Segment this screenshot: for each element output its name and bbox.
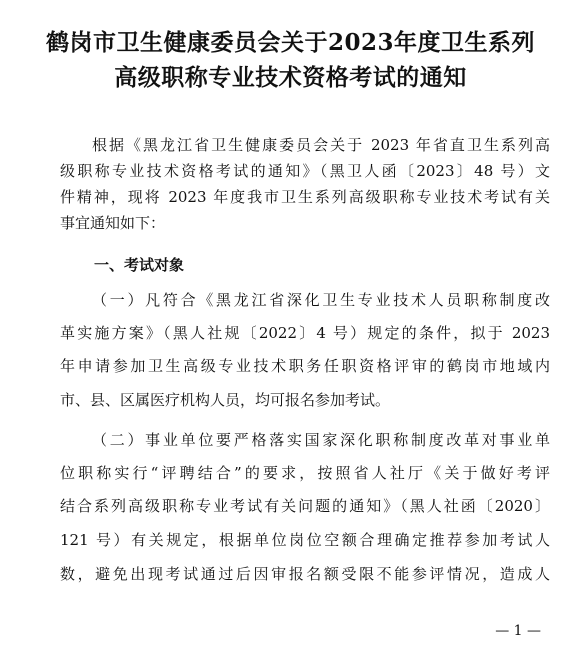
document-title-line-2: 高级职称专业技术资格考试的通知 bbox=[114, 64, 467, 91]
paragraph-2-line-2: 革实施方案》（黑人社规〔2022〕4 号）规定的条件，拟于 2023 bbox=[60, 324, 550, 342]
document-title-line-1: 鹤岗市卫生健康委员会关于2023年度卫生系列 bbox=[45, 29, 535, 56]
paragraph-3-line-5: 数，避免出现考试通过后因审报名额受限不能参评情况，造成人 bbox=[60, 565, 550, 583]
paragraph-2-line-4: 市、县、区属医疗机构人员，均可报名参加考试。 bbox=[60, 391, 391, 409]
paragraph-2-line-1: （一）凡符合《黑龙江省深化卫生专业技术人员职称制度改 bbox=[92, 291, 550, 309]
paragraph-2-line-3: 年申请参加卫生高级专业技术职务任职资格评审的鹤岗市地域内 bbox=[60, 357, 550, 375]
paragraph-1-line-2: 级职称专业技术资格考试的通知》（黑卫人函〔2023〕48 号）文 bbox=[60, 162, 550, 180]
paragraph-1-line-1: 根据《黑龙江省卫生健康委员会关于 2023 年省直卫生系列高 bbox=[92, 136, 550, 154]
section-1-heading: 一、考试对象 bbox=[94, 256, 185, 274]
paragraph-1-line-3: 件精神，现将 2023 年度我市卫生系列高级职称专业技术考试有关 bbox=[60, 188, 550, 206]
paragraph-3-line-2: 位职称实行“评聘结合”的要求，按照省人社厅《关于做好考评 bbox=[60, 464, 550, 482]
paragraph-1-line-4: 事宜通知如下： bbox=[60, 214, 166, 232]
paragraph-3-line-4: 121 号）有关规定，根据单位岗位空额合理确定推荐参加考试人 bbox=[60, 531, 550, 549]
paragraph-3-line-1: （二）事业单位要严格落实国家深化职称制度改革对事业单 bbox=[92, 431, 550, 449]
paragraph-3-line-3: 结合系列高级职称专业考试有关问题的通知》（黑人社函〔2020〕 bbox=[60, 497, 550, 515]
page-number: — 1 — bbox=[495, 623, 541, 639]
